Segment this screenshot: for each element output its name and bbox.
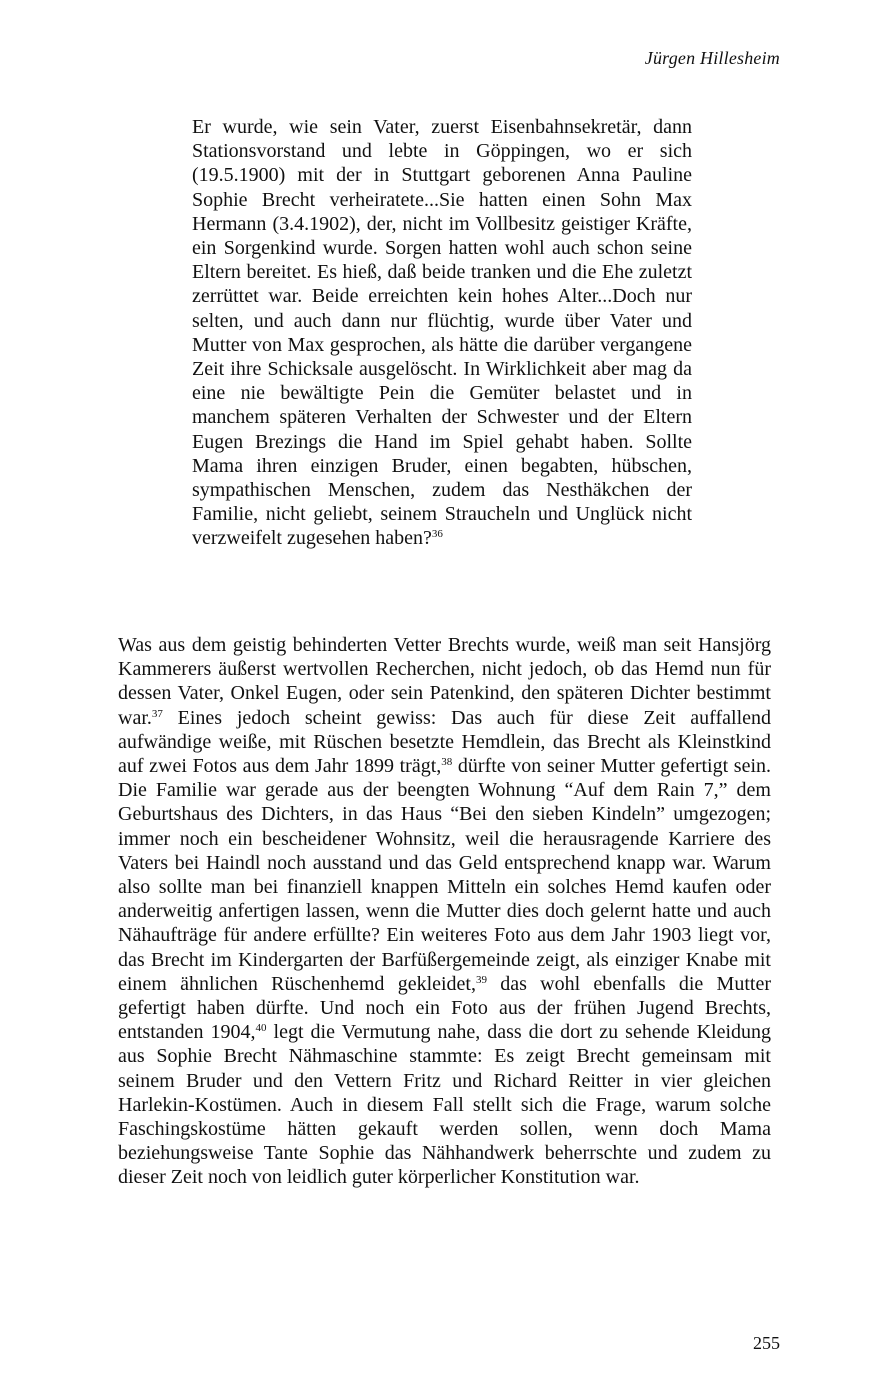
body-text-segment: legt die Vermutung nahe, dass die dort zu sehende Kleidung aus Sophie Brecht Nähmaschine stammte: Es zeigt Brecht gemeinsam mit seinem Bruder und den Vettern Fritz und Richard Reitter in vier gleichen Harlekin-Kostümen. Auch in diesem Fall stellt sich die Frage, warum solche Faschingskostüme hätten gekauft werden sollen, wenn doch Mama beziehungsweise Tante Sophie das Nähhandwerk beherrschte und zudem zu dieser Zeit noch von leidlich guter körperlicher Konstitution war. xyxy=(118,1021,772,1189)
body-paragraph xyxy=(118,633,771,1190)
footnote-marker: 36 xyxy=(431,528,443,541)
block-quote-text: Er wurde, wie sein Vater, zuerst Eisenbahnsekretär, dann Stationsvorstand und lebte in Göppingen, wo er sich (19.5.1900) mit der in Stuttgart geborenen Anna Pauline Sophie Brecht verheiratete...Sie hatten einen Sohn Max Hermann (3.4.1902), der, nicht im Vollbesitz geistiger Kräfte, ein Sorgenkind wurde. Sorgen hatten wohl auch schon seine Eltern bereitet. Es hieß, daß beide tranken und die Ehe zuletzt zerrüttet war. Beide erreichten kein hohes Alter...Doch nur selten, und auch dann nur flüchtig, wurde über Vater und Mutter von Max gesprochen, als hätte die darüber vergangene Zeit ihre Schicksale ausgelöscht. In Wirklichkeit aber mag da eine nie bewältigte Pein die Gemüter belastet und in manchem späteren Verhalten der Schwester und der Eltern Eugen Brezings die Hand im Spiel gehabt haben. Sollte Mama ihren einzigen Bruder, einen begabten, hübschen, sympathischen Menschen, zudem das Nesthäkchen der Familie, nicht geliebt, seinem Straucheln und Unglück nicht verzweifelt zugesehen haben? xyxy=(192,116,692,550)
block-quote xyxy=(192,115,692,551)
body-text-segment: Was aus dem geistig behinderten Vetter Brechts wurde, weiß man seit Hansjörg Kammerers äußerst wertvollen Recherchen, nicht jedoch, ob das Hemd nun für dessen Vater, Onkel Eugen, oder sein Patenkind, den späteren Dichter bestimmt war. xyxy=(118,634,771,729)
running-head-author: Jürgen Hillesheim xyxy=(644,48,780,68)
footnote-marker: 37 xyxy=(151,707,163,720)
body-text-segment: das wohl ebenfalls die Mutter gefertigt haben dürfte. Und noch ein Foto aus der frühen Jugend Brechts, entstanden 1904, xyxy=(118,972,771,1044)
block-quote-paragraph xyxy=(192,115,692,551)
footnote-marker: 39 xyxy=(476,973,487,986)
body-text-segment: Eines jedoch scheint gewiss: Das auch für diese Zeit auffallend aufwändige weiße, mit Rüschen besetzte Hemdlein, das Brecht als Kleinstkind auf zwei Fotos aus dem Jahr 1899 trägt, xyxy=(118,706,771,778)
body-text xyxy=(118,633,771,1190)
footnote-marker: 38 xyxy=(441,756,453,769)
body-text-segment: dürfte von seiner Mutter gefertigt sein. Die Familie war gerade aus der beengten Wohnung “Auf dem Rain 7,” dem Geburtshaus des Dichters, in das Haus “Bei den sieben Kindeln” umgezogen; immer noch ein bescheidener Wohnsitz, weil die herausragende Karriere des Vaters bei Haindl noch ausstand und das Geld entsprechend knapp war. Warum also sollte man bei finanziell knappen Mitteln ein solches Hemd kaufen oder anderweitig anfertigen lassen, wenn die Mutter dies doch gelernt hatte und auch Nähaufträge für andere erfüllte? Ein weiteres Foto aus dem Jahr 1903 liegt vor, das Brecht im Kindergarten der Barfüßergemeinde zeigt, als einziger Knabe mit einem ähnlichen Rüschenhemd gekleidet, xyxy=(118,755,771,995)
page-number: 255 xyxy=(753,1333,780,1353)
footnote-marker: 40 xyxy=(255,1022,267,1035)
